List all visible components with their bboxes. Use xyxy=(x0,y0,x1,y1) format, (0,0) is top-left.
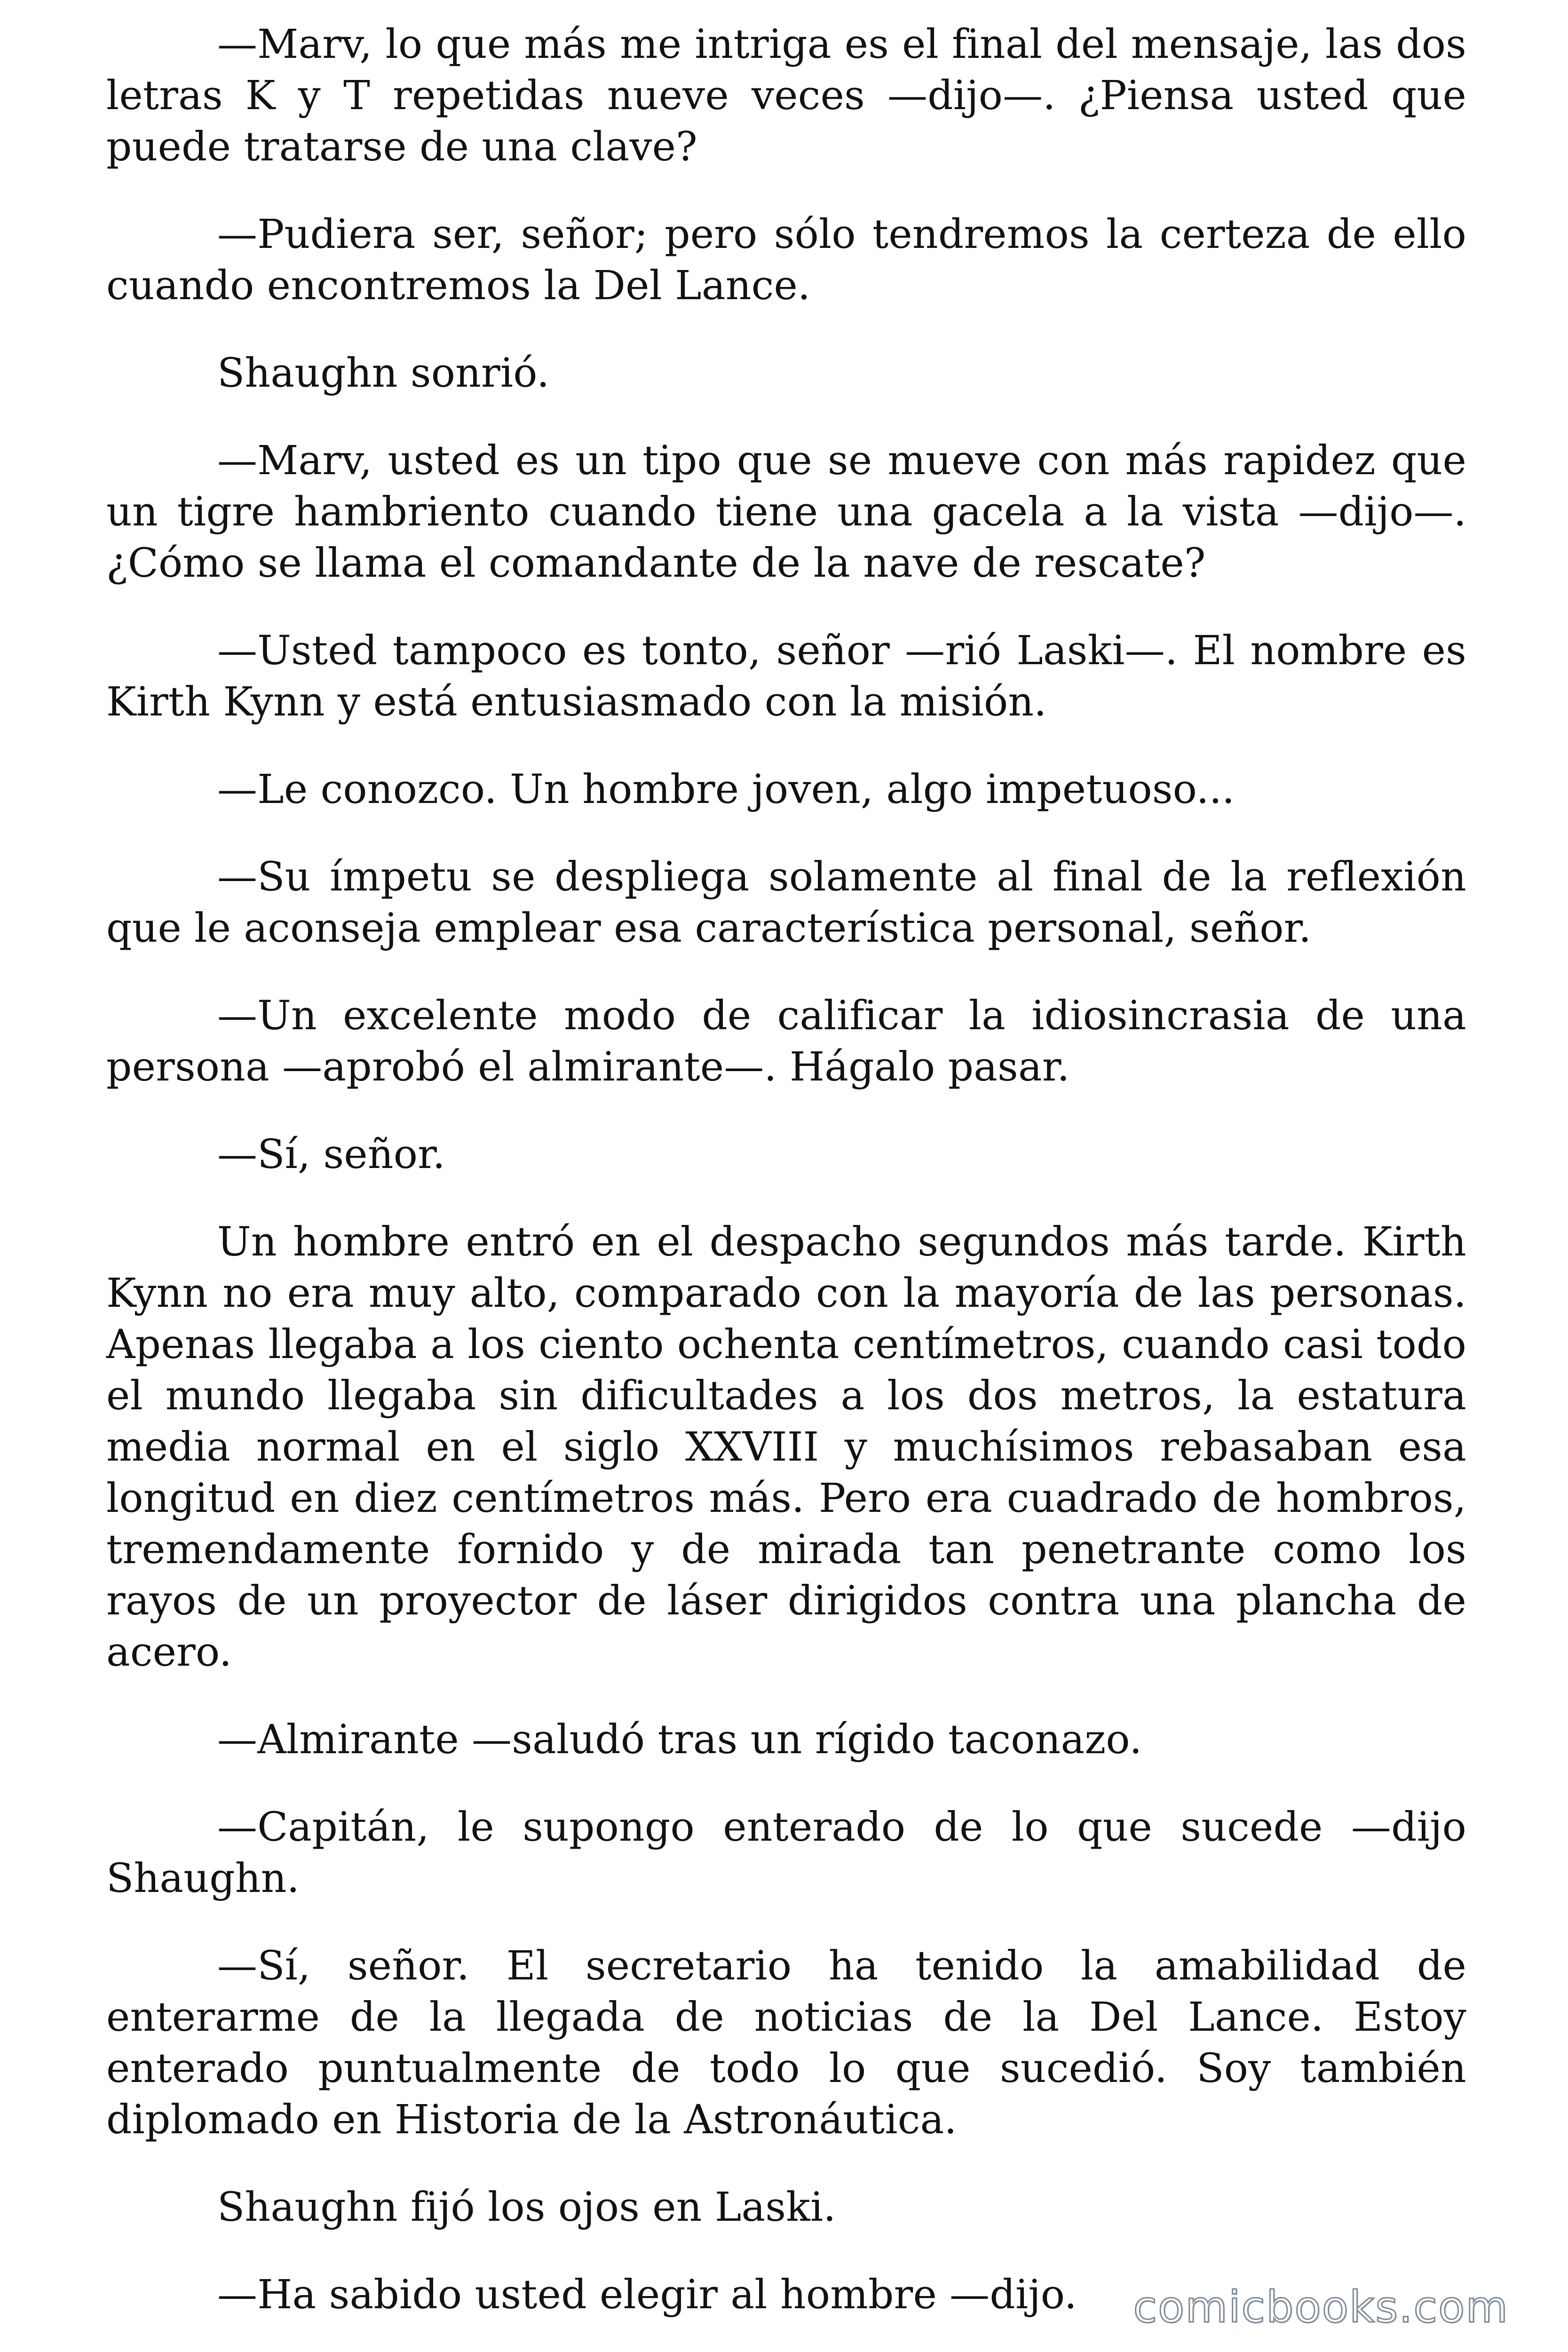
paragraph: —Su ímpetu se despliega solamente al final de la reflexión que le aconseja emplear esa característica personal, señor. xyxy=(106,854,1466,952)
paragraph: —Marv, lo que más me intriga es el final del mensaje, las dos letras K y T repetidas nueve veces —dijo—. ¿Piensa usted que puede tratarse de una clave? xyxy=(106,21,1466,170)
paragraph: —Marv, usted es un tipo que se mueve con más rapidez que un tigre hambriento cuando tiene una gacela a la vista —dijo—. ¿Cómo se llama el comandante de la nave de rescate? xyxy=(106,437,1466,587)
paragraph: —Usted tampoco es tonto, señor —rió Laski—. El nombre es Kirth Kynn y está entusiasmado con la misión. xyxy=(106,628,1466,725)
paragraph: —Sí, señor. xyxy=(217,1131,445,1178)
paragraph: Shaughn fijó los ojos en Laski. xyxy=(217,2184,836,2231)
paragraph: Un hombre entró en el despacho segundos más tarde. Kirth Kynn no era muy alto, comparado con la mayoría de las personas. Apenas llegaba a los ciento ochenta centímetros, cuando casi todo el mundo llegaba sin dificultades a los dos metros, la estatura media normal en el siglo XXVIII y muchísimos rebasaban esa longitud en diez centímetros más. Pero era cuadrado de hombros, tremendamente fornido y de mirada tan penetrante como los rayos de un proyector de láser dirigidos contra una plancha de acero. xyxy=(106,1219,1466,1676)
paragraph: —Capitán, le supongo enterado de lo que sucede —dijo Shaughn. xyxy=(106,1804,1466,1902)
paragraph: —Le conozco. Un hombre joven, algo impetuoso... xyxy=(217,766,1235,813)
paragraph: —Un excelente modo de calificar la idiosincrasia de una persona —aprobó el almirante—. Hágalo pasar. xyxy=(106,993,1466,1090)
paragraph: —Sí, señor. El secretario ha tenido la amabilidad de enterarme de la llegada de noticias de la Del Lance. Estoy enterado puntualmente de todo lo que sucedió. Soy también diplomado en Historia de la Astronáutica. xyxy=(106,1943,1466,2143)
paragraph: —Pudiera ser, señor; pero sólo tendremos la certeza de ello cuando encontremos la Del Lance. xyxy=(106,211,1466,309)
paragraph: Shaughn sonrió. xyxy=(217,350,550,397)
page-text xyxy=(106,19,1466,2320)
paragraph: —Ha sabido usted elegir al hombre —dijo. xyxy=(217,2272,1077,2318)
paragraph: —Almirante —saludó tras un rígido taconazo. xyxy=(217,1716,1142,1763)
watermark: comicbooks.com xyxy=(1133,2282,1509,2332)
